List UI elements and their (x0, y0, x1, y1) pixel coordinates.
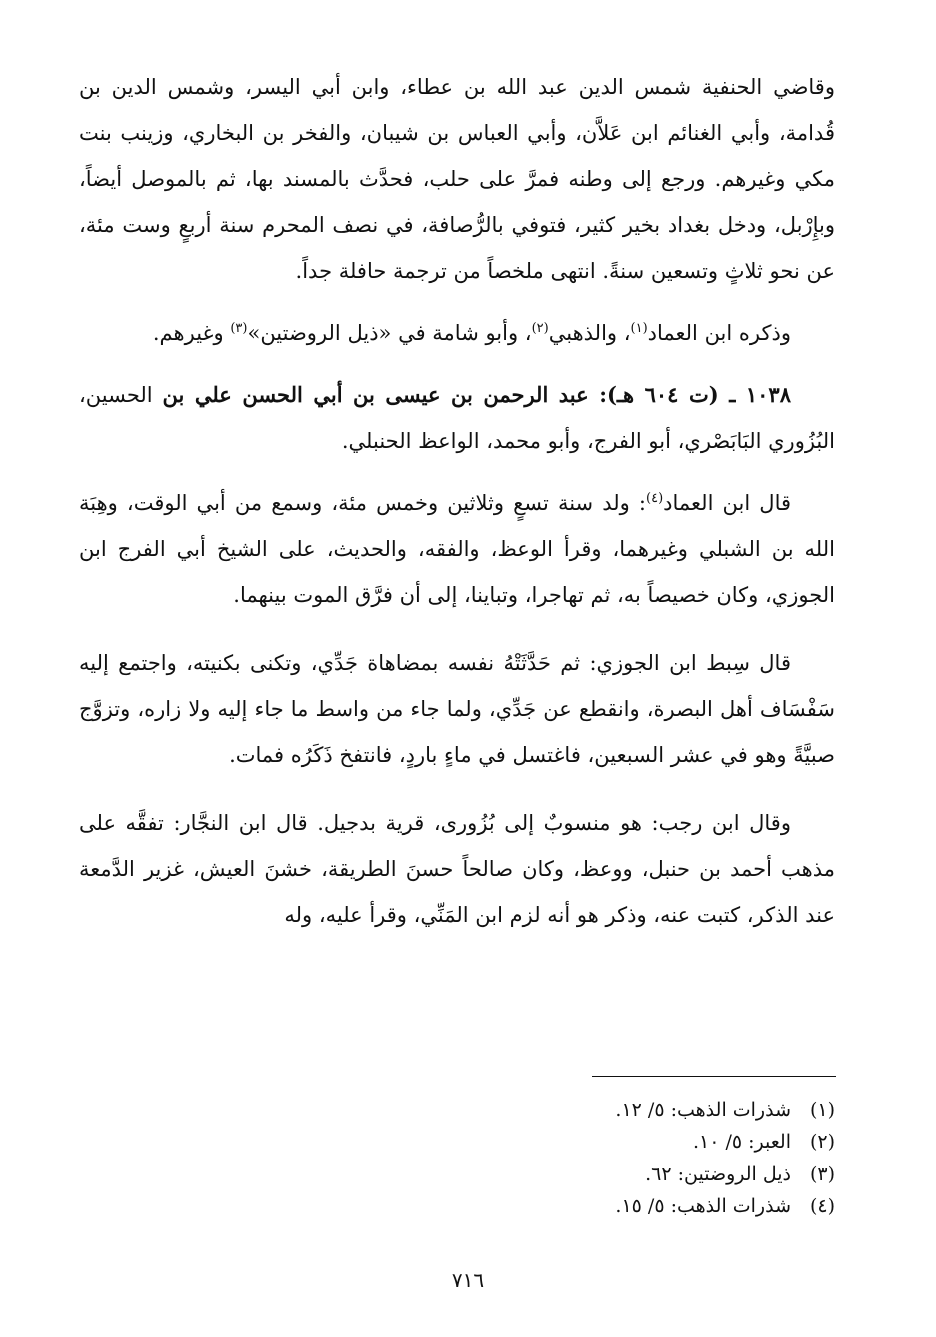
footnote-item (435, 1158, 835, 1190)
text-segment: : ولد سنة تسعٍ وثلاثين وخمس مئة، وسمع من أبي الوقت، وهِبَة الله بن الشبلي وغيرهما، وقرأ الوعظ، والفقه، والحديث، على الشيخ أبي الفرج ابن الجوزي، وكان خصيصاً به، ثم تهاجرا، وتباينا، إلى أن فرَّق الموت بينهما. (79, 491, 835, 607)
text-segment: ، وأبو شامة في «ذيل الروضتين» (247, 321, 532, 345)
footnote-reference-4[interactable]: (٤) (646, 491, 664, 506)
paragraph-mentions (79, 310, 835, 356)
paragraph-continuation: وقاضي الحنفية شمس الدين عبد الله بن عطاء، وابن أبي اليسر، وشمس الدين بن قُدامة، وأبي الغنائم ابن عَلاَّن، وأبي العباس بن شيبان، والفخر بن البخاري، وزينب بنت مكي وغيرهم. ورجع إلى وطنه فمرَّ على حلب، فحدَّث بالمسند بها، ثم بالموصل أيضاً، وبإِرْبل، ودخل بغداد بخير كثير، فتوفي بالرُّصافة، في نصف المحرم سنة أربعٍ وست مئة، عن نحو ثلاثٍ وتسعين سنةً. انتهى ملخصاً من ترجمة حافلة جداً. (79, 75, 835, 283)
text-segment: وذكره ابن العماد (647, 321, 791, 345)
text-segment: وغيرهم. (152, 321, 231, 345)
biography-entry (79, 372, 835, 464)
footnote-text: شذرات الذهب: ٥/ ١٥. (615, 1195, 791, 1217)
footnotes-list (435, 1094, 835, 1222)
paragraph-sibt-ibn-al-jawzi: قال سِبط ابن الجوزي: ثم حَدَّثَتْهُ نفسه بمضاهاة جَدِّي، وتكنى بكنيته، واجتمع إليه سَفْسَاف أهل البصرة، وانقطع عن جَدِّي، ولما جاء من واسط ما جاء إليه ولا زاره، وتزوَّج صبيَّةً وهو في عشر السبعين، فاغتسل في ماءٍ باردٍ، فانتفخ ذَكَرُه فمات. (79, 651, 835, 767)
paragraph-ibn-rajab: وقال ابن رجب: هو منسوبٌ إلى بُزُورى، قرية بدجيل. قال ابن النجَّار: تفقَّه على مذهب أحمد بن حنبل، ووعظ، وكان صالحاً حسنَ الطريقة، خشنَ العيش، غزير الدَّمعة عند الذكر، كتبت عنه، وذكر هو أنه لزم ابن المَنِّي، وقرأ عليه، وله (79, 811, 835, 927)
footnote-item (435, 1190, 835, 1222)
footnote-separator (592, 1076, 836, 1077)
page-number: ٧١٦ (451, 1268, 485, 1292)
footnote-text: شذرات الذهب: ٥/ ١٢. (615, 1099, 791, 1121)
footnote-text: ذيل الروضتين: ٦٢. (645, 1163, 791, 1185)
text-segment: ، والذهبي (548, 321, 631, 345)
footnote-number: (٤) (809, 1195, 835, 1217)
footnote-reference-1[interactable]: (١) (630, 321, 648, 336)
footnote-text: العبر: ٥/ ١٠. (692, 1131, 791, 1153)
text-segment: قال ابن العماد (663, 491, 792, 515)
footnote-reference-3[interactable]: (٣) (230, 321, 248, 336)
entry-heading: ١٠٣٨ ـ (ت ٦٠٤ هـ): عبد الرحمن بن عيسى بن أبي الحسن علي بن (162, 382, 791, 407)
entry-heading-rest: الحسين، البُزُوري البَابَصْري، أبو الفرج، وأبو محمد، الواعظ الحنبلي. (79, 383, 835, 453)
footnote-reference-2[interactable]: (٢) (531, 321, 549, 336)
footnote-item (435, 1126, 835, 1158)
paragraph-ibn-al-imad (79, 480, 835, 618)
footnote-item (435, 1094, 835, 1126)
footnote-number: (٢) (809, 1131, 835, 1153)
footnote-number: (٣) (809, 1163, 835, 1185)
footnote-number: (١) (809, 1099, 835, 1121)
